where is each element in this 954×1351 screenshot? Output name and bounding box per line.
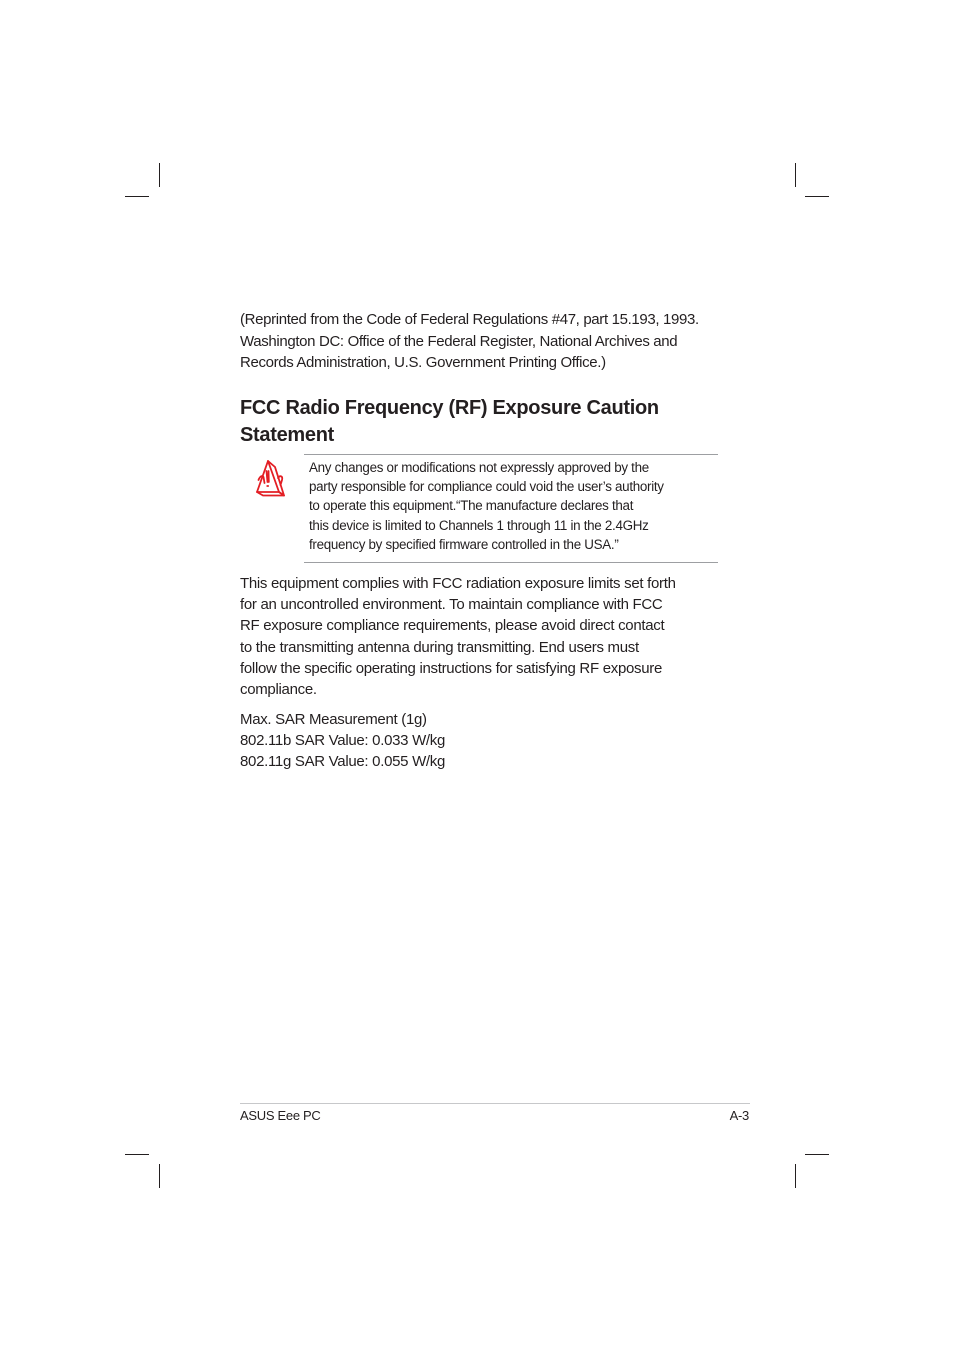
caution-line: this device is limited to Channels 1 through 11 in the 2.4GHz	[309, 517, 649, 533]
sar-line: Max. SAR Measurement (1g)	[240, 711, 427, 728]
footer-rule	[240, 1103, 750, 1104]
compliance-line: follow the specific operating instructions for satisfying RF exposure	[240, 659, 663, 677]
compliance-line: compliance.	[240, 681, 317, 699]
crop-mark-bottom-right-horizontal	[805, 1154, 829, 1155]
caution-line: frequency by specified firmware controlled in the USA.”	[309, 536, 619, 552]
sar-values	[240, 709, 640, 773]
sar-line: 802.11b SAR Value: 0.033 W/kg	[240, 732, 446, 750]
reprint-line: (Reprinted from the Code of Federal Regulations #47, part 15.193, 1993.	[240, 311, 699, 328]
caution-line: party responsible for compliance could void the user’s authority	[309, 479, 664, 495]
section-heading-line: FCC Radio Frequency (RF) Exposure Caution	[240, 397, 659, 419]
caution-line: Any changes or modifications not expressly approved by the	[309, 460, 649, 475]
crop-mark-top-left-horizontal	[125, 196, 149, 197]
caution-top-rule	[304, 454, 718, 455]
crop-mark-top-right-vertical	[795, 163, 796, 187]
crop-mark-bottom-right-vertical	[795, 1164, 796, 1188]
caution-bottom-rule	[304, 562, 718, 563]
warning-hand-icon	[252, 458, 288, 498]
sar-line: 802.11g SAR Value: 0.055 W/kg	[240, 753, 446, 771]
caution-line: to operate this equipment.“The manufacture declares that	[309, 498, 634, 514]
caution-text	[309, 458, 719, 554]
crop-mark-top-left-vertical	[159, 163, 160, 187]
compliance-line: RF exposure compliance requirements, please avoid direct contact	[240, 617, 665, 635]
crop-mark-top-right-horizontal	[805, 196, 829, 197]
compliance-line: This equipment complies with FCC radiation exposure limits set forth	[240, 575, 676, 592]
compliance-line: to the transmitting antenna during transmitting. End users must	[240, 638, 639, 656]
crop-mark-bottom-left-horizontal	[125, 1154, 149, 1155]
footer-product-name: ASUS Eee PC	[240, 1108, 321, 1123]
section-heading	[240, 395, 720, 449]
page-number: A-3	[729, 1108, 749, 1123]
reprint-notice	[240, 309, 740, 374]
compliance-line: for an uncontrolled environment. To maintain compliance with FCC	[240, 596, 663, 614]
section-heading-line: Statement	[240, 424, 334, 446]
reprint-line: Records Administration, U.S. Government Printing Office.)	[240, 354, 606, 371]
compliance-paragraph	[240, 573, 730, 700]
crop-mark-bottom-left-vertical	[159, 1164, 160, 1188]
reprint-line: Washington DC: Office of the Federal Register, National Archives and	[240, 332, 678, 350]
